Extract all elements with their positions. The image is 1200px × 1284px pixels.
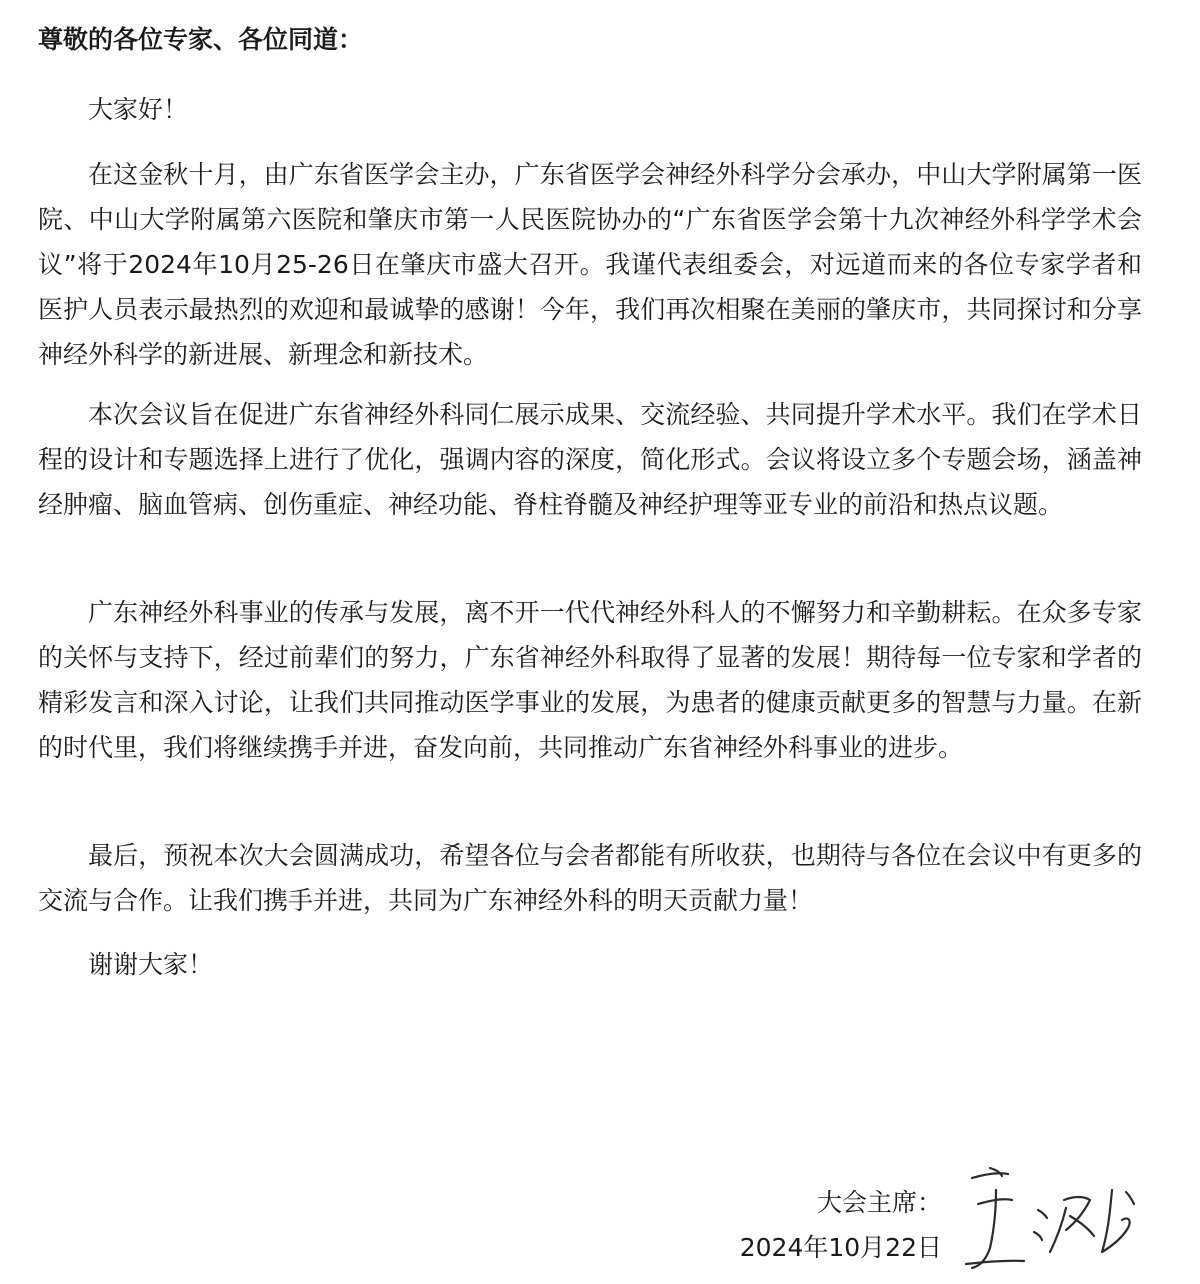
signature-date: 2024年10月22日	[739, 1233, 942, 1262]
letter-paragraph-purpose: 本次会议旨在促进广东省神经外科同仁展示成果、交流经验、共同提升学术水平。我们在学术日程的设计和专题选择上进行了优化，强调内容的深度，简化形式。会议将设立多个专题会场，涵盖神经肿瘤、脑血管病、创伤重症、神经功能、脊柱脊髓及神经护理等亚专业的前沿和热点议题。	[38, 400, 1142, 519]
letter-paragraph-intro: 在这金秋十月，由广东省医学会主办，广东省医学会神经外科学分会承办，中山大学附属第一医院、中山大学附属第六医院和肇庆市第一人民医院协办的“广东省医学会第十九次神经外科学学术会议”将于2024年10月25-26日在肇庆市盛大召开。我谨代表组委会，对远道而来的各位专家学者和医护人员表示最热烈的欢迎和最诚挚的感谢！今年，我们再次相聚在美丽的肇庆市，共同探讨和分享神经外科学的新进展、新理念和新技术。	[38, 160, 1142, 369]
signature-role: 大会主席：	[816, 1188, 942, 1217]
signature-block	[740, 1180, 942, 1270]
letter-paragraph-development: 广东神经外科事业的传承与发展，离不开一代代神经外科人的不懈努力和辛勤耕耘。在众多专家的关怀与支持下，经过前辈们的努力，广东省神经外科取得了显著的发展！期待每一位专家和学者的精彩发言和深入讨论，让我们共同推动医学事业的发展，为患者的健康贡献更多的智慧与力量。在新的时代里，我们将继续携手并进，奋发向前，共同推动广东省神经外科事业的进步。	[38, 598, 1142, 762]
letter-paragraph-thanks: 谢谢大家！	[88, 950, 214, 979]
letter-paragraph-closing: 最后，预祝本次大会圆满成功，希望各位与会者都能有所收获，也期待与各位在会议中有更多的交流与合作。让我们携手并进，共同为广东神经外科的明天贡献力量！	[38, 841, 1142, 915]
letter-paragraph-hello: 大家好！	[88, 95, 189, 124]
letter-greeting: 尊敬的各位专家、各位同道：	[38, 25, 364, 54]
handwritten-signature-icon	[952, 1160, 1152, 1275]
